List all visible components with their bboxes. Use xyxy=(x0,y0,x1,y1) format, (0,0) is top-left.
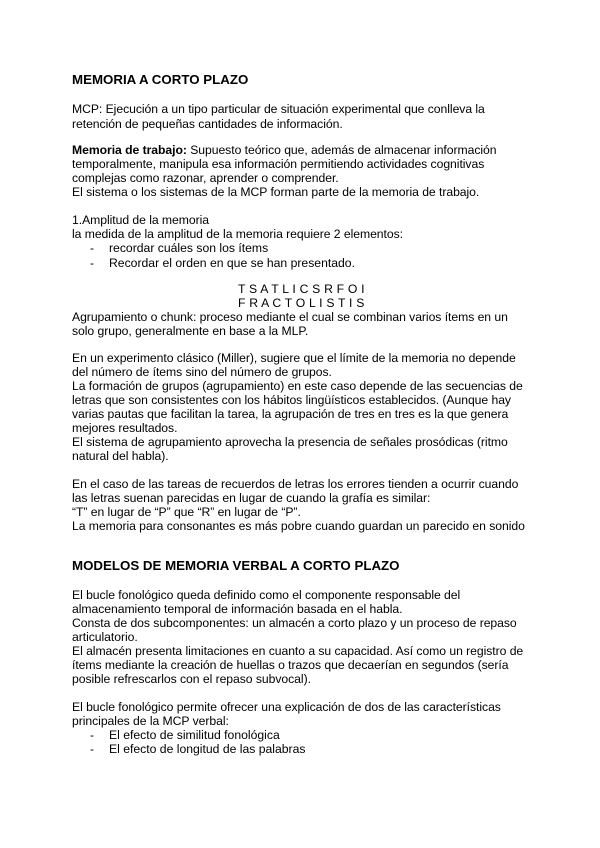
bullet-marker: - xyxy=(90,728,95,742)
paragraph-line: El sistema de agrupamiento aprovecha la presencia de señales prosódicas (ritmo xyxy=(72,435,508,449)
paragraph-line xyxy=(72,143,496,157)
paragraph-line: La formación de grupos (agrupamiento) en este caso depende de las secuencias de xyxy=(72,379,523,393)
paragraph-line: El bucle fonológico permite ofrecer una explicación de dos de las características xyxy=(72,700,501,714)
paragraph-line: las letras suenan parecidas en lugar de cuando la grafía es similar: xyxy=(72,491,431,505)
list-item: El efecto de similitud fonológica xyxy=(109,728,280,742)
paragraph-line: ítems mediante la creación de huellas o trazos que decaerían en segundos (sería xyxy=(72,658,509,672)
term-memoria-trabajo: Memoria de trabajo: xyxy=(72,143,187,157)
paragraph-line: En el caso de las tareas de recuerdos de letras los errores tienden a ocurrir cuando xyxy=(72,477,519,491)
bullet-marker: - xyxy=(90,742,95,756)
paragraph-line: temporalmente, manipula esa información permitiendo actividades cognitivas xyxy=(72,157,485,171)
paragraph-line: mejores resultados. xyxy=(72,421,178,435)
paragraph-line: “T” en lugar de “P” que “R” en lugar de “P”. xyxy=(72,505,301,519)
paragraph-line: El sistema o los sistemas de la MCP forman parte de la memoria de trabajo. xyxy=(72,185,480,199)
paragraph-line: varias pautas que facilitan la tarea, la agrupación de tres en tres es la que genera xyxy=(72,407,509,421)
paragraph-line: principales de la MCP verbal: xyxy=(72,714,229,728)
paragraph-line: En un experimento clásico (Miller), sugiere que el límite de la memoria no depende xyxy=(72,351,516,365)
paragraph-line: posible refrescarlos con el repaso subvocal). xyxy=(72,672,311,686)
term-definition: Supuesto teórico que, además de almacenar información xyxy=(186,143,497,157)
paragraph-line: Consta de dos subcomponentes: un almacén a corto plazo y un proceso de repaso xyxy=(72,616,517,630)
section-title-memoria-corto-plazo: MEMORIA A CORTO PLAZO xyxy=(72,72,249,87)
paragraph-line: articulatorio. xyxy=(72,630,138,644)
bullet-marker: - xyxy=(90,241,95,255)
paragraph-line: almacenamiento temporal de información basada en el habla. xyxy=(72,602,403,616)
paragraph-line: del número de ítems sino del número de grupos. xyxy=(72,365,332,379)
list-item: recordar cuáles son los ítems xyxy=(109,241,269,255)
paragraph-line: letras que son consistentes con los hábitos lingüísticos establecidos. (Aunque hay xyxy=(72,393,511,407)
paragraph-line: Agrupamiento o chunk: proceso mediante el cual se combinan varios ítems en un xyxy=(72,310,508,324)
section-title-modelos-memoria-verbal: MODELOS DE MEMORIA VERBAL A CORTO PLAZO xyxy=(72,558,400,573)
letter-sequence: T S A T L I C S R F O I xyxy=(238,282,365,296)
paragraph-line: retención de pequeñas cantidades de información. xyxy=(72,117,343,131)
paragraph-line: complejas como razonar, aprender o comprender. xyxy=(72,171,339,185)
paragraph-line: solo grupo, generalmente en base a la MLP. xyxy=(72,324,309,338)
paragraph-line: La memoria para consonantes es más pobre cuando guardan un parecido en sonido xyxy=(72,519,525,533)
paragraph-line: la medida de la amplitud de la memoria requiere 2 elementos: xyxy=(72,227,403,241)
list-item: El efecto de longitud de las palabras xyxy=(109,742,306,756)
paragraph-line: El almacén presenta limitaciones en cuanto a su capacidad. Así como un registro de xyxy=(72,644,524,658)
subheading-amplitud: 1.Amplitud de la memoria xyxy=(72,213,209,227)
list-item: Recordar el orden en que se han presentado. xyxy=(109,256,355,270)
letter-sequence: F R A C T O L I S T I S xyxy=(238,296,365,310)
paragraph-line: El bucle fonológico queda definido como el componente responsable del xyxy=(72,588,461,602)
bullet-marker: - xyxy=(90,256,95,270)
paragraph-line: natural del habla). xyxy=(72,449,169,463)
paragraph-line: MCP: Ejecución a un tipo particular de situación experimental que conlleva la xyxy=(72,102,485,116)
